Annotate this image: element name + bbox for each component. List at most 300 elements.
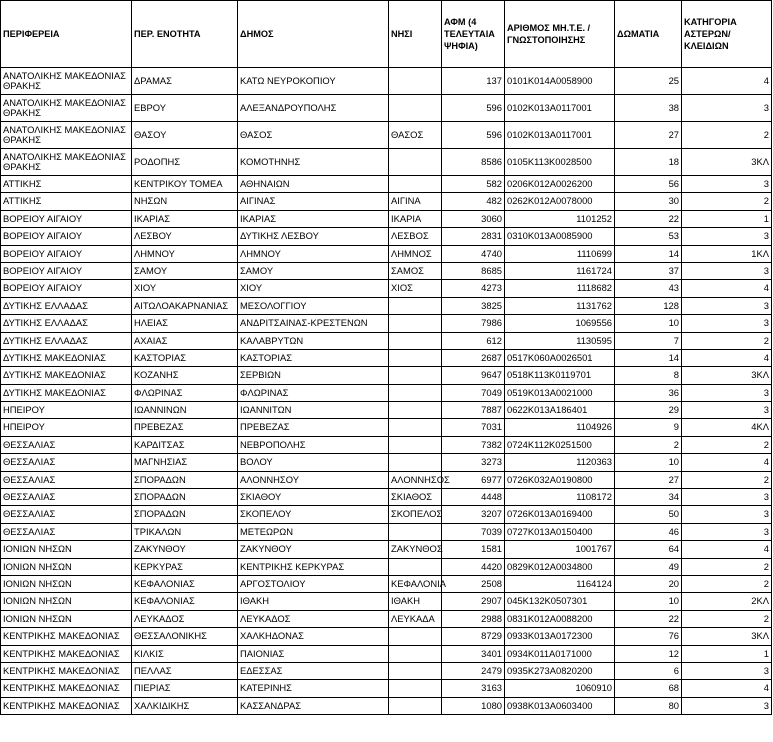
mhte-number-cell: 1060910 (505, 680, 615, 697)
table-row (1, 541, 772, 558)
mhte-number-cell: 0829K012A0034800 (505, 558, 615, 575)
region-cell: ΑΝΑΤΟΛΙΚΗΣ ΜΑΚΕΔΟΝΙΑΣ ΘΡΑΚΗΣ (1, 149, 132, 176)
table-row (1, 436, 772, 453)
municipality-cell: ΠΡΕΒΕΖΑΣ (238, 419, 389, 436)
island-cell (389, 419, 442, 436)
category-cell: 4 (682, 680, 772, 697)
region-cell: ΘΕΣΣΑΛΙΑΣ (1, 523, 132, 540)
island-cell (389, 68, 442, 95)
rooms-cell: 46 (615, 523, 682, 540)
island-cell (389, 645, 442, 662)
rooms-cell: 9 (615, 419, 682, 436)
afm-cell: 1581 (442, 541, 505, 558)
rooms-cell: 2 (615, 436, 682, 453)
afm-cell: 612 (442, 332, 505, 349)
regional-unit-cell: ΤΡΙΚΑΛΩΝ (132, 523, 238, 540)
regional-unit-cell: ΔΡΑΜΑΣ (132, 68, 238, 95)
rooms-cell: 14 (615, 349, 682, 366)
table-row (1, 384, 772, 401)
regional-unit-cell: ΡΟΔΟΠΗΣ (132, 149, 238, 176)
afm-cell: 4420 (442, 558, 505, 575)
table-row (1, 262, 772, 279)
region-cell: ΒΟΡΕΙΟΥ ΑΙΓΑΙΟΥ (1, 228, 132, 245)
afm-cell: 482 (442, 193, 505, 210)
mhte-number-cell: 1164124 (505, 575, 615, 592)
category-cell: 4 (682, 280, 772, 297)
municipality-cell: ΒΟΛΟΥ (238, 454, 389, 471)
mhte-number-cell: 0105K113K0028500 (505, 149, 615, 176)
afm-cell: 4448 (442, 489, 505, 506)
afm-cell: 2479 (442, 662, 505, 679)
afm-cell: 4740 (442, 245, 505, 262)
regional-unit-cell: ΕΒΡΟΥ (132, 95, 238, 122)
category-cell: 1 (682, 210, 772, 227)
rooms-cell: 128 (615, 297, 682, 314)
island-cell: ΛΗΜΝΟΣ (389, 245, 442, 262)
afm-cell: 3060 (442, 210, 505, 227)
region-cell: ΑΝΑΤΟΛΙΚΗΣ ΜΑΚΕΔΟΝΙΑΣ ΘΡΑΚΗΣ (1, 95, 132, 122)
mhte-number-cell: 0726K032A0190800 (505, 471, 615, 488)
rooms-cell: 30 (615, 193, 682, 210)
municipality-cell: ΠΑΙΟΝΙΑΣ (238, 645, 389, 662)
table-body (1, 68, 772, 715)
island-cell: ΚΕΦΑΛΟΝΙΑ (389, 575, 442, 592)
header-municipality: ΔΗΜΟΣ (238, 1, 389, 68)
table-row (1, 610, 772, 627)
rooms-cell: 22 (615, 210, 682, 227)
island-cell (389, 402, 442, 419)
category-cell: 4 (682, 541, 772, 558)
table-row (1, 349, 772, 366)
header-island: ΝΗΣΙ (389, 1, 442, 68)
table-row (1, 454, 772, 471)
rooms-cell: 50 (615, 506, 682, 523)
municipality-cell: ΖΑΚΥΝΘΟΥ (238, 541, 389, 558)
rooms-cell: 80 (615, 697, 682, 714)
category-cell: 2 (682, 193, 772, 210)
island-cell: ΑΛΟΝΝΗΣΟΣ (389, 471, 442, 488)
regional-unit-cell: ΠΕΛΛΑΣ (132, 662, 238, 679)
island-cell: ΑΙΓΙΝΑ (389, 193, 442, 210)
municipality-cell: ΚΟΜΟΤΗΝΗΣ (238, 149, 389, 176)
island-cell (389, 315, 442, 332)
regional-unit-cell: ΙΩΑΝΝΙΝΩΝ (132, 402, 238, 419)
regional-unit-cell: ΝΗΣΩΝ (132, 193, 238, 210)
island-cell: ΘΑΣΟΣ (389, 122, 442, 149)
afm-cell: 3825 (442, 297, 505, 314)
municipality-cell: ΕΔΕΣΣΑΣ (238, 662, 389, 679)
mhte-number-cell: 1161724 (505, 262, 615, 279)
rooms-cell: 14 (615, 245, 682, 262)
regional-unit-cell: ΚΕΦΑΛΟΝΙΑΣ (132, 575, 238, 592)
afm-cell: 2831 (442, 228, 505, 245)
category-cell: 3 (682, 506, 772, 523)
afm-cell: 2988 (442, 610, 505, 627)
mhte-number-cell: 1001767 (505, 541, 615, 558)
municipality-cell: ΛΗΜΝΟΥ (238, 245, 389, 262)
municipality-cell: ΚΑΤΩ ΝΕΥΡΟΚΟΠΙΟΥ (238, 68, 389, 95)
table-row (1, 210, 772, 227)
region-cell: ΙΟΝΙΩΝ ΝΗΣΩΝ (1, 610, 132, 627)
afm-cell: 8586 (442, 149, 505, 176)
mhte-number-cell: 1120363 (505, 454, 615, 471)
mhte-number-cell: 0101K014A0058900 (505, 68, 615, 95)
rooms-cell: 38 (615, 95, 682, 122)
afm-cell: 3207 (442, 506, 505, 523)
region-cell: ΚΕΝΤΡΙΚΗΣ ΜΑΚΕΔΟΝΙΑΣ (1, 697, 132, 714)
category-cell: 3ΚΛ (682, 628, 772, 645)
municipality-cell: ΙΚΑΡΙΑΣ (238, 210, 389, 227)
table-row (1, 506, 772, 523)
island-cell (389, 95, 442, 122)
afm-cell: 3163 (442, 680, 505, 697)
category-cell: 3 (682, 384, 772, 401)
category-cell: 3 (682, 402, 772, 419)
afm-cell: 4273 (442, 280, 505, 297)
regional-unit-cell: ΘΑΣΟΥ (132, 122, 238, 149)
regional-unit-cell: ΚΙΛΚΙΣ (132, 645, 238, 662)
island-cell (389, 349, 442, 366)
rooms-cell: 8 (615, 367, 682, 384)
regional-unit-cell: ΖΑΚΥΝΘΟΥ (132, 541, 238, 558)
category-cell: 3 (682, 262, 772, 279)
mhte-number-cell: 0206K012A0026200 (505, 176, 615, 193)
mhte-number-cell: 0102K013A0117001 (505, 122, 615, 149)
category-cell: 3ΚΛ (682, 367, 772, 384)
table-row (1, 95, 772, 122)
regional-unit-cell: ΣΠΟΡΑΔΩΝ (132, 471, 238, 488)
category-cell: 3 (682, 523, 772, 540)
island-cell (389, 523, 442, 540)
island-cell (389, 558, 442, 575)
municipality-cell: ΚΑΣΤΟΡΙΑΣ (238, 349, 389, 366)
municipality-cell: ΑΝΔΡΙΤΣΑΙΝΑΣ-ΚΡΕΣΤΕΝΩΝ (238, 315, 389, 332)
afm-cell: 8685 (442, 262, 505, 279)
afm-cell: 137 (442, 68, 505, 95)
region-cell: ΘΕΣΣΑΛΙΑΣ (1, 489, 132, 506)
mhte-number-cell: 1110699 (505, 245, 615, 262)
category-cell: 2 (682, 610, 772, 627)
afm-cell: 7049 (442, 384, 505, 401)
region-cell: ΔΥΤΙΚΗΣ ΕΛΛΑΔΑΣ (1, 332, 132, 349)
rooms-cell: 27 (615, 471, 682, 488)
table-row (1, 332, 772, 349)
header-mhte-number: ΑΡΙΘΜΟΣ ΜΗ.Τ.Ε. / ΓΝΩΣΤΟΠΟΙΗΣΗΣ (505, 1, 615, 68)
regional-unit-cell: ΑΧΑΙΑΣ (132, 332, 238, 349)
category-cell: 2 (682, 471, 772, 488)
region-cell: ΔΥΤΙΚΗΣ ΜΑΚΕΔΟΝΙΑΣ (1, 384, 132, 401)
island-cell: ΛΕΣΒΟΣ (389, 228, 442, 245)
regional-unit-cell: ΗΛΕΙΑΣ (132, 315, 238, 332)
island-cell (389, 176, 442, 193)
rooms-cell: 56 (615, 176, 682, 193)
rooms-cell: 64 (615, 541, 682, 558)
regional-unit-cell: ΚΑΣΤΟΡΙΑΣ (132, 349, 238, 366)
mhte-number-cell: 0935K273A0820200 (505, 662, 615, 679)
table-row (1, 489, 772, 506)
rooms-cell: 10 (615, 454, 682, 471)
region-cell: ΔΥΤΙΚΗΣ ΕΛΛΑΔΑΣ (1, 315, 132, 332)
municipality-cell: ΝΕΒΡΟΠΟΛΗΣ (238, 436, 389, 453)
island-cell: ΙΚΑΡΙΑ (389, 210, 442, 227)
table-row (1, 228, 772, 245)
region-cell: ΔΥΤΙΚΗΣ ΜΑΚΕΔΟΝΙΑΣ (1, 367, 132, 384)
island-cell: ΙΘΑΚΗ (389, 593, 442, 610)
afm-cell: 8729 (442, 628, 505, 645)
category-cell: 3 (682, 297, 772, 314)
rooms-cell: 22 (615, 610, 682, 627)
rooms-cell: 53 (615, 228, 682, 245)
rooms-cell: 37 (615, 262, 682, 279)
rooms-cell: 68 (615, 680, 682, 697)
table-row (1, 315, 772, 332)
region-cell: ΙΟΝΙΩΝ ΝΗΣΩΝ (1, 593, 132, 610)
regional-unit-cell: ΑΙΤΩΛΟΑΚΑΡΝΑΝΙΑΣ (132, 297, 238, 314)
category-cell: 2ΚΛ (682, 593, 772, 610)
rooms-cell: 49 (615, 558, 682, 575)
municipality-cell: ΣΑΜΟΥ (238, 262, 389, 279)
afm-cell: 582 (442, 176, 505, 193)
regional-unit-cell: ΦΛΩΡΙΝΑΣ (132, 384, 238, 401)
rooms-cell: 20 (615, 575, 682, 592)
region-cell: ΔΥΤΙΚΗΣ ΕΛΛΑΔΑΣ (1, 297, 132, 314)
mhte-number-cell: 1069556 (505, 315, 615, 332)
regional-unit-cell: ΚΑΡΔΙΤΣΑΣ (132, 436, 238, 453)
category-cell: 4 (682, 349, 772, 366)
table-row (1, 575, 772, 592)
mhte-number-cell: 0727K013A0150400 (505, 523, 615, 540)
afm-cell: 7382 (442, 436, 505, 453)
mhte-number-cell: 0310K013A0085900 (505, 228, 615, 245)
afm-cell: 3273 (442, 454, 505, 471)
regional-unit-cell: ΙΚΑΡΙΑΣ (132, 210, 238, 227)
municipality-cell: ΣΚΟΠΕΛΟΥ (238, 506, 389, 523)
regional-unit-cell: ΣΑΜΟΥ (132, 262, 238, 279)
regional-unit-cell: ΘΕΣΣΑΛΟΝΙΚΗΣ (132, 628, 238, 645)
table-header (1, 1, 772, 68)
mhte-number-cell: 1104926 (505, 419, 615, 436)
region-cell: ΑΤΤΙΚΗΣ (1, 176, 132, 193)
region-cell: ΘΕΣΣΑΛΙΑΣ (1, 471, 132, 488)
municipality-cell: ΑΘΗΝΑΙΩΝ (238, 176, 389, 193)
municipality-cell: ΚΕΝΤΡΙΚΗΣ ΚΕΡΚΥΡΑΣ (238, 558, 389, 575)
mhte-number-cell: 1101252 (505, 210, 615, 227)
regional-unit-cell: ΛΕΥΚΑΔΟΣ (132, 610, 238, 627)
rooms-cell: 18 (615, 149, 682, 176)
category-cell: 4ΚΛ (682, 419, 772, 436)
mhte-number-cell: 0517K060A0026501 (505, 349, 615, 366)
afm-cell: 2907 (442, 593, 505, 610)
mhte-number-cell: 0518K113K0119701 (505, 367, 615, 384)
header-row (1, 1, 772, 68)
category-cell: 2 (682, 122, 772, 149)
island-cell (389, 628, 442, 645)
municipality-cell: ΜΕΣΟΛΟΓΓΙΟΥ (238, 297, 389, 314)
municipality-cell: ΧΙΟΥ (238, 280, 389, 297)
mhte-number-cell: 0831K012A0088200 (505, 610, 615, 627)
regional-unit-cell: ΚΕΡΚΥΡΑΣ (132, 558, 238, 575)
header-category: ΚΑΤΗΓΟΡΙΑ ΑΣΤΕΡΩΝ/ ΚΛΕΙΔΙΩΝ (682, 1, 772, 68)
table-row (1, 523, 772, 540)
rooms-cell: 10 (615, 315, 682, 332)
island-cell (389, 149, 442, 176)
table-row (1, 628, 772, 645)
table-row (1, 245, 772, 262)
mhte-number-cell: 0933K013A0172300 (505, 628, 615, 645)
rooms-cell: 43 (615, 280, 682, 297)
rooms-cell: 76 (615, 628, 682, 645)
category-cell: 3 (682, 489, 772, 506)
category-cell: 2 (682, 558, 772, 575)
region-cell: ΒΟΡΕΙΟΥ ΑΙΓΑΙΟΥ (1, 262, 132, 279)
municipality-cell: ΣΕΡΒΙΩΝ (238, 367, 389, 384)
region-cell: ΒΟΡΕΙΟΥ ΑΙΓΑΙΟΥ (1, 210, 132, 227)
island-cell (389, 697, 442, 714)
island-cell: ΣΑΜΟΣ (389, 262, 442, 279)
municipality-cell: ΦΛΩΡΙΝΑΣ (238, 384, 389, 401)
regional-unit-cell: ΧΑΛΚΙΔΙΚΗΣ (132, 697, 238, 714)
municipality-cell: ΔΥΤΙΚΗΣ ΛΕΣΒΟΥ (238, 228, 389, 245)
rooms-cell: 7 (615, 332, 682, 349)
afm-cell: 7986 (442, 315, 505, 332)
island-cell (389, 297, 442, 314)
region-cell: ΘΕΣΣΑΛΙΑΣ (1, 436, 132, 453)
municipality-cell: ΜΕΤΕΩΡΩΝ (238, 523, 389, 540)
municipality-cell: ΛΕΥΚΑΔΟΣ (238, 610, 389, 627)
mhte-number-cell: 0102K013A0117001 (505, 95, 615, 122)
island-cell (389, 332, 442, 349)
category-cell: 3 (682, 228, 772, 245)
table-row (1, 122, 772, 149)
category-cell: 2 (682, 436, 772, 453)
island-cell: ΧΙΟΣ (389, 280, 442, 297)
table-row (1, 402, 772, 419)
mhte-number-cell: 1108172 (505, 489, 615, 506)
table-row (1, 593, 772, 610)
regional-unit-cell: ΠΙΕΡΙΑΣ (132, 680, 238, 697)
header-region: ΠΕΡΙΦΕΡΕΙΑ (1, 1, 132, 68)
mhte-number-cell: 1130595 (505, 332, 615, 349)
rooms-cell: 25 (615, 68, 682, 95)
rooms-cell: 36 (615, 384, 682, 401)
region-cell: ΙΟΝΙΩΝ ΝΗΣΩΝ (1, 575, 132, 592)
island-cell (389, 367, 442, 384)
region-cell: ΑΝΑΤΟΛΙΚΗΣ ΜΑΚΕΔΟΝΙΑΣ ΘΡΑΚΗΣ (1, 122, 132, 149)
region-cell: ΙΟΝΙΩΝ ΝΗΣΩΝ (1, 541, 132, 558)
header-regional-unit: ΠΕΡ. ΕΝΟΤΗΤΑ (132, 1, 238, 68)
table-row (1, 68, 772, 95)
table-row (1, 471, 772, 488)
afm-cell: 2508 (442, 575, 505, 592)
category-cell: 3 (682, 176, 772, 193)
afm-cell: 7039 (442, 523, 505, 540)
regional-unit-cell: ΧΙΟΥ (132, 280, 238, 297)
region-cell: ΚΕΝΤΡΙΚΗΣ ΜΑΚΕΔΟΝΙΑΣ (1, 628, 132, 645)
region-cell: ΒΟΡΕΙΟΥ ΑΙΓΑΙΟΥ (1, 245, 132, 262)
island-cell (389, 662, 442, 679)
island-cell: ΖΑΚΥΝΘΟΣ (389, 541, 442, 558)
island-cell: ΣΚΟΠΕΛΟΣ (389, 506, 442, 523)
table-row (1, 280, 772, 297)
table-row (1, 419, 772, 436)
island-cell (389, 384, 442, 401)
region-cell: ΘΕΣΣΑΛΙΑΣ (1, 454, 132, 471)
municipality-cell: ΑΛΟΝΝΗΣΟΥ (238, 471, 389, 488)
region-cell: ΒΟΡΕΙΟΥ ΑΙΓΑΙΟΥ (1, 280, 132, 297)
island-cell: ΣΚΙΑΘΟΣ (389, 489, 442, 506)
table-row (1, 645, 772, 662)
island-cell (389, 436, 442, 453)
regional-unit-cell: ΣΠΟΡΑΔΩΝ (132, 489, 238, 506)
mhte-number-cell: 0262K012A0078000 (505, 193, 615, 210)
category-cell: 3 (682, 315, 772, 332)
municipality-cell: ΧΑΛΚΗΔΟΝΑΣ (238, 628, 389, 645)
regional-unit-cell: ΚΕΝΤΡΙΚΟΥ ΤΟΜΕΑ (132, 176, 238, 193)
table-row (1, 193, 772, 210)
mhte-number-cell: 1131762 (505, 297, 615, 314)
region-cell: ΚΕΝΤΡΙΚΗΣ ΜΑΚΕΔΟΝΙΑΣ (1, 662, 132, 679)
table-row (1, 297, 772, 314)
mhte-number-cell: 0726K013A0169400 (505, 506, 615, 523)
rooms-cell: 34 (615, 489, 682, 506)
afm-cell: 596 (442, 95, 505, 122)
mhte-number-cell: 1118682 (505, 280, 615, 297)
municipality-cell: ΙΘΑΚΗ (238, 593, 389, 610)
category-cell: 1 (682, 645, 772, 662)
table-row (1, 662, 772, 679)
mhte-number-cell: 045K132K0507301 (505, 593, 615, 610)
rooms-cell: 6 (615, 662, 682, 679)
rooms-cell: 29 (615, 402, 682, 419)
table-row (1, 176, 772, 193)
afm-cell: 7887 (442, 402, 505, 419)
region-cell: ΔΥΤΙΚΗΣ ΜΑΚΕΔΟΝΙΑΣ (1, 349, 132, 366)
island-cell (389, 680, 442, 697)
mhte-number-cell: 0934K011A0171000 (505, 645, 615, 662)
municipality-cell: ΑΡΓΟΣΤΟΛΙΟΥ (238, 575, 389, 592)
region-cell: ΙΟΝΙΩΝ ΝΗΣΩΝ (1, 558, 132, 575)
island-cell: ΛΕΥΚΑΔΑ (389, 610, 442, 627)
municipality-cell: ΚΑΤΕΡΙΝΗΣ (238, 680, 389, 697)
island-cell (389, 454, 442, 471)
regional-unit-cell: ΚΕΦΑΛΟΝΙΑΣ (132, 593, 238, 610)
municipality-cell: ΚΑΣΣΑΝΔΡΑΣ (238, 697, 389, 714)
municipality-cell: ΣΚΙΑΘΟΥ (238, 489, 389, 506)
afm-cell: 9647 (442, 367, 505, 384)
category-cell: 4 (682, 454, 772, 471)
municipality-cell: ΘΑΣΟΣ (238, 122, 389, 149)
regional-unit-cell: ΛΕΣΒΟΥ (132, 228, 238, 245)
municipality-cell: ΑΙΓΙΝΑΣ (238, 193, 389, 210)
rooms-cell: 12 (615, 645, 682, 662)
category-cell: 2 (682, 575, 772, 592)
header-rooms: ΔΩΜΑΤΙΑ (615, 1, 682, 68)
region-cell: ΚΕΝΤΡΙΚΗΣ ΜΑΚΕΔΟΝΙΑΣ (1, 680, 132, 697)
regional-unit-cell: ΛΗΜΝΟΥ (132, 245, 238, 262)
afm-cell: 7031 (442, 419, 505, 436)
mhte-number-cell: 0724K112K0251500 (505, 436, 615, 453)
mhte-number-cell: 0622K013A186401 (505, 402, 615, 419)
table-row (1, 149, 772, 176)
rooms-cell: 27 (615, 122, 682, 149)
region-cell: ΚΕΝΤΡΙΚΗΣ ΜΑΚΕΔΟΝΙΑΣ (1, 645, 132, 662)
regional-unit-cell: ΚΟΖΑΝΗΣ (132, 367, 238, 384)
category-cell: 3 (682, 662, 772, 679)
rooms-cell: 10 (615, 593, 682, 610)
category-cell: 4 (682, 68, 772, 95)
municipality-cell: ΙΩΑΝΝΙΤΩΝ (238, 402, 389, 419)
afm-cell: 3401 (442, 645, 505, 662)
